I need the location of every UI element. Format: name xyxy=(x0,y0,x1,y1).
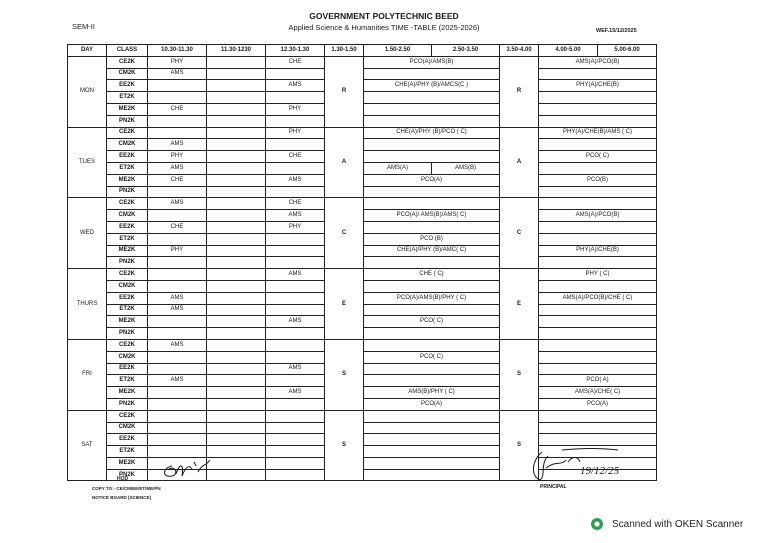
column-header: 1.50-2.50 xyxy=(364,45,432,57)
period-cell xyxy=(148,115,207,127)
period-cell: AMS(A)/PCO(B)/CHE ( C) xyxy=(539,292,657,304)
class-cell: PN2K xyxy=(107,469,148,481)
period-cell xyxy=(207,233,266,245)
period-cell: AMS xyxy=(148,198,207,210)
table-row xyxy=(68,56,657,68)
class-cell: PN2K xyxy=(107,186,148,198)
table-row xyxy=(68,198,657,210)
period-cell: PCO(B) xyxy=(539,174,657,186)
period-cell: PHY xyxy=(266,127,325,139)
period-cell xyxy=(266,245,325,257)
day-cell: FRI xyxy=(68,339,107,410)
period-cell xyxy=(266,92,325,104)
period-cell: PHY ( C) xyxy=(539,269,657,281)
period-cell xyxy=(266,446,325,458)
period-cell xyxy=(539,162,657,174)
period-cell xyxy=(266,280,325,292)
period-cell xyxy=(207,304,266,316)
period-cell xyxy=(266,233,325,245)
period-cell xyxy=(364,68,500,80)
table-row xyxy=(68,410,657,422)
period-cell xyxy=(207,351,266,363)
period-cell xyxy=(539,221,657,233)
break-cell: S xyxy=(325,410,364,481)
class-cell: CE2K xyxy=(107,339,148,351)
period-cell xyxy=(364,446,500,458)
period-cell xyxy=(539,410,657,422)
period-cell xyxy=(148,410,207,422)
period-cell xyxy=(207,80,266,92)
period-cell xyxy=(148,280,207,292)
period-cell xyxy=(207,410,266,422)
period-cell xyxy=(539,186,657,198)
column-header: 12.30-1.30 xyxy=(266,45,325,57)
break-cell: S xyxy=(325,339,364,410)
period-cell xyxy=(207,198,266,210)
table-row xyxy=(68,269,657,281)
period-cell xyxy=(364,363,500,375)
period-cell xyxy=(364,257,500,269)
period-cell: PCO( A) xyxy=(539,375,657,387)
period-cell xyxy=(207,127,266,139)
period-cell xyxy=(539,280,657,292)
principal-signature xyxy=(522,446,632,486)
oken-logo-icon xyxy=(590,517,604,531)
class-cell: ME2K xyxy=(107,316,148,328)
column-header: 3.50-4.00 xyxy=(500,45,539,57)
period-cell: CHE xyxy=(148,103,207,115)
period-cell xyxy=(148,92,207,104)
period-cell xyxy=(266,186,325,198)
period-cell: AMS(A)/CHE( C) xyxy=(539,387,657,399)
period-cell: AMS xyxy=(266,387,325,399)
class-cell: CM2K xyxy=(107,68,148,80)
period-cell: PCO( C) xyxy=(539,151,657,163)
period-cell xyxy=(539,339,657,351)
period-cell xyxy=(207,92,266,104)
period-cell xyxy=(207,422,266,434)
column-header: 1.30-1.50 xyxy=(325,45,364,57)
period-cell xyxy=(539,103,657,115)
period-cell xyxy=(207,115,266,127)
class-cell: ET2K xyxy=(107,446,148,458)
period-cell: AMS xyxy=(148,139,207,151)
class-cell: EE2K xyxy=(107,434,148,446)
column-header: 2.50-3.50 xyxy=(432,45,500,57)
period-cell xyxy=(539,434,657,446)
period-cell xyxy=(266,434,325,446)
period-cell: AMS xyxy=(266,174,325,186)
period-cell xyxy=(364,375,500,387)
class-cell: ET2K xyxy=(107,233,148,245)
period-cell xyxy=(539,316,657,328)
period-cell xyxy=(148,398,207,410)
period-cell xyxy=(364,221,500,233)
period-cell xyxy=(364,280,500,292)
column-header: DAY xyxy=(68,45,107,57)
period-cell: PCO(A)/AMS(B)/PHY ( C) xyxy=(364,292,500,304)
period-cell xyxy=(148,210,207,222)
period-cell xyxy=(266,375,325,387)
copy-to-label: COPY TO:- CE/CM/EE/ET/ME/PN xyxy=(92,486,161,491)
day-cell: WED xyxy=(68,198,107,269)
period-cell xyxy=(266,351,325,363)
class-cell: EE2K xyxy=(107,80,148,92)
period-cell xyxy=(266,304,325,316)
period-cell xyxy=(148,328,207,340)
period-cell xyxy=(539,233,657,245)
class-cell: ME2K xyxy=(107,174,148,186)
period-cell xyxy=(539,422,657,434)
period-cell: AMS xyxy=(266,80,325,92)
period-cell: CHE xyxy=(266,198,325,210)
day-cell: TUES xyxy=(68,127,107,198)
class-cell: CM2K xyxy=(107,351,148,363)
period-cell: CHE xyxy=(148,221,207,233)
period-cell xyxy=(266,139,325,151)
timetable-subtitle: Applied Science & Humanities TIME -TABLE (2025-2026) xyxy=(288,23,480,32)
period-cell: AMS(A)/PCO(B) xyxy=(539,210,657,222)
period-cell: PCO(A)/ AMS(B)/AMS( C) xyxy=(364,210,500,222)
period-cell xyxy=(266,257,325,269)
day-cell: THURS xyxy=(68,269,107,340)
period-cell xyxy=(266,422,325,434)
period-cell xyxy=(207,56,266,68)
period-cell xyxy=(207,363,266,375)
timetable xyxy=(67,44,657,481)
period-cell xyxy=(364,92,500,104)
class-cell: CM2K xyxy=(107,280,148,292)
period-cell xyxy=(266,410,325,422)
day-cell: MON xyxy=(68,56,107,127)
column-header: 10.30-11.30 xyxy=(148,45,207,57)
class-cell: EE2K xyxy=(107,292,148,304)
period-cell xyxy=(539,115,657,127)
period-cell: PCO( C) xyxy=(364,351,500,363)
class-cell: ET2K xyxy=(107,92,148,104)
period-cell xyxy=(148,363,207,375)
period-cell xyxy=(207,139,266,151)
period-cell: PHY xyxy=(148,151,207,163)
period-cell xyxy=(539,139,657,151)
period-cell: AMS xyxy=(148,339,207,351)
hod-label: HOD xyxy=(117,476,129,482)
period-cell: CHE xyxy=(148,174,207,186)
period-cell xyxy=(148,387,207,399)
break-cell: C xyxy=(325,198,364,269)
period-cell xyxy=(266,398,325,410)
period-cell xyxy=(364,304,500,316)
wef-date: WEF.15/12/2025 xyxy=(596,28,637,34)
class-cell: CM2K xyxy=(107,210,148,222)
break-cell: S xyxy=(500,339,539,410)
period-cell: CHE(A)/PHY (B)/AMC( C) xyxy=(364,245,500,257)
class-cell: ET2K xyxy=(107,375,148,387)
class-cell: PN2K xyxy=(107,257,148,269)
hod-signature xyxy=(158,456,218,484)
period-cell xyxy=(148,316,207,328)
period-cell xyxy=(266,457,325,469)
period-cell xyxy=(207,434,266,446)
period-cell: PHY xyxy=(148,56,207,68)
period-cell xyxy=(266,68,325,80)
period-cell xyxy=(207,387,266,399)
period-cell: PHY(A)/CHE(B)/AMS ( C) xyxy=(539,127,657,139)
period-cell xyxy=(207,221,266,233)
period-cell xyxy=(364,186,500,198)
class-cell: CM2K xyxy=(107,139,148,151)
period-cell: AMS xyxy=(266,363,325,375)
period-cell: AMS(A)/PCO(B) xyxy=(539,56,657,68)
period-cell xyxy=(539,68,657,80)
period-cell xyxy=(539,363,657,375)
period-cell xyxy=(207,174,266,186)
scanner-label: Scanned with OKEN Scanner xyxy=(612,518,744,530)
period-cell xyxy=(207,245,266,257)
period-cell xyxy=(364,410,500,422)
class-cell: EE2K xyxy=(107,221,148,233)
break-cell: A xyxy=(500,127,539,198)
class-cell: PN2K xyxy=(107,328,148,340)
period-cell xyxy=(207,339,266,351)
class-cell: EE2K xyxy=(107,151,148,163)
class-cell: CM2K xyxy=(107,422,148,434)
period-cell xyxy=(364,328,500,340)
class-cell: CE2K xyxy=(107,269,148,281)
class-cell: CE2K xyxy=(107,56,148,68)
period-cell: PHY xyxy=(266,103,325,115)
period-cell xyxy=(207,292,266,304)
period-cell xyxy=(364,434,500,446)
class-cell: ET2K xyxy=(107,304,148,316)
column-header: 4.00-5.00 xyxy=(539,45,598,57)
break-cell: A xyxy=(325,127,364,198)
period-cell xyxy=(148,233,207,245)
class-cell: ME2K xyxy=(107,457,148,469)
notice-board-label: NOTICE BOARD (SCIENCE) xyxy=(92,495,152,500)
period-cell xyxy=(207,269,266,281)
period-cell xyxy=(266,162,325,174)
period-cell xyxy=(364,198,500,210)
period-cell xyxy=(207,210,266,222)
period-cell: AMS xyxy=(148,375,207,387)
class-cell: ME2K xyxy=(107,103,148,115)
day-cell: SAT xyxy=(68,410,107,481)
period-cell: AMS xyxy=(148,292,207,304)
period-cell: AMS xyxy=(148,162,207,174)
column-header: CLASS xyxy=(107,45,148,57)
break-cell: C xyxy=(500,198,539,269)
semester-label: SEM-II xyxy=(72,22,95,31)
period-cell xyxy=(148,257,207,269)
period-cell: PHY(A)/CHE(B) xyxy=(539,245,657,257)
period-cell xyxy=(207,328,266,340)
period-cell xyxy=(148,127,207,139)
period-cell: CHE(A)/PHY (B)/PCO ( C) xyxy=(364,127,500,139)
period-cell: PCO(A) xyxy=(364,398,500,410)
period-cell xyxy=(364,339,500,351)
period-cell xyxy=(207,151,266,163)
period-cell: AMS(A) xyxy=(364,162,432,174)
period-cell: CHE xyxy=(266,56,325,68)
period-cell xyxy=(364,469,500,481)
period-cell xyxy=(266,339,325,351)
class-cell: CE2K xyxy=(107,410,148,422)
period-cell xyxy=(148,434,207,446)
period-cell: CHE xyxy=(266,151,325,163)
principal-label: PRINCIPAL xyxy=(540,484,567,490)
break-cell: R xyxy=(325,56,364,127)
scanner-watermark xyxy=(590,517,743,531)
period-cell xyxy=(148,80,207,92)
period-cell xyxy=(266,469,325,481)
table-row xyxy=(68,127,657,139)
period-cell xyxy=(539,92,657,104)
period-cell xyxy=(266,328,325,340)
period-cell xyxy=(266,115,325,127)
break-cell: E xyxy=(325,269,364,340)
break-cell: E xyxy=(500,269,539,340)
period-cell: AMS(B) xyxy=(432,162,500,174)
period-cell xyxy=(207,280,266,292)
period-cell: AMS xyxy=(148,68,207,80)
period-cell: PCO(A) xyxy=(364,174,500,186)
period-cell xyxy=(266,292,325,304)
period-cell xyxy=(148,351,207,363)
period-cell xyxy=(539,198,657,210)
column-header: 11.30-1230 xyxy=(207,45,266,57)
period-cell: PCO (B) xyxy=(364,233,500,245)
break-cell: S xyxy=(500,410,539,481)
period-cell xyxy=(207,316,266,328)
period-cell: PCO(A)/AMS(B) xyxy=(364,56,500,68)
period-cell: AMS xyxy=(266,210,325,222)
period-cell xyxy=(207,68,266,80)
class-cell: ET2K xyxy=(107,162,148,174)
period-cell: PCO( C) xyxy=(364,316,500,328)
break-cell: R xyxy=(500,56,539,127)
period-cell xyxy=(207,103,266,115)
period-cell: PHY(A)/CHE(B) xyxy=(539,80,657,92)
period-cell xyxy=(364,115,500,127)
period-cell xyxy=(148,269,207,281)
period-cell xyxy=(539,304,657,316)
period-cell xyxy=(207,162,266,174)
class-cell: CE2K xyxy=(107,127,148,139)
period-cell xyxy=(207,398,266,410)
period-cell: AMS xyxy=(266,269,325,281)
period-cell: AMS xyxy=(148,304,207,316)
column-header: 5.00-6.00 xyxy=(598,45,657,57)
period-cell xyxy=(364,139,500,151)
principal-date: 19/12/25 xyxy=(580,465,620,477)
period-cell xyxy=(364,103,500,115)
period-cell xyxy=(539,351,657,363)
period-cell: AMS xyxy=(266,316,325,328)
class-cell: CE2K xyxy=(107,198,148,210)
period-cell xyxy=(148,422,207,434)
period-cell xyxy=(364,457,500,469)
period-cell xyxy=(207,257,266,269)
class-cell: PN2K xyxy=(107,115,148,127)
class-cell: ME2K xyxy=(107,245,148,257)
period-cell xyxy=(539,328,657,340)
class-cell: EE2K xyxy=(107,363,148,375)
period-cell xyxy=(364,422,500,434)
institute-title: GOVERNMENT POLYTECHNIC BEED xyxy=(309,11,459,21)
header-row xyxy=(68,45,657,57)
period-cell: PHY xyxy=(148,245,207,257)
period-cell: CHE(A)/PHY (B)/AMCS(C ) xyxy=(364,80,500,92)
period-cell: CHE ( C) xyxy=(364,269,500,281)
period-cell xyxy=(207,186,266,198)
period-cell xyxy=(539,257,657,269)
period-cell: PCO(A) xyxy=(539,398,657,410)
class-cell: PN2K xyxy=(107,398,148,410)
period-cell xyxy=(364,151,500,163)
period-cell xyxy=(148,186,207,198)
period-cell: PHY xyxy=(266,221,325,233)
period-cell xyxy=(207,375,266,387)
period-cell: AMS(B)/PHY ( C) xyxy=(364,387,500,399)
table-row xyxy=(68,339,657,351)
class-cell: ME2K xyxy=(107,387,148,399)
